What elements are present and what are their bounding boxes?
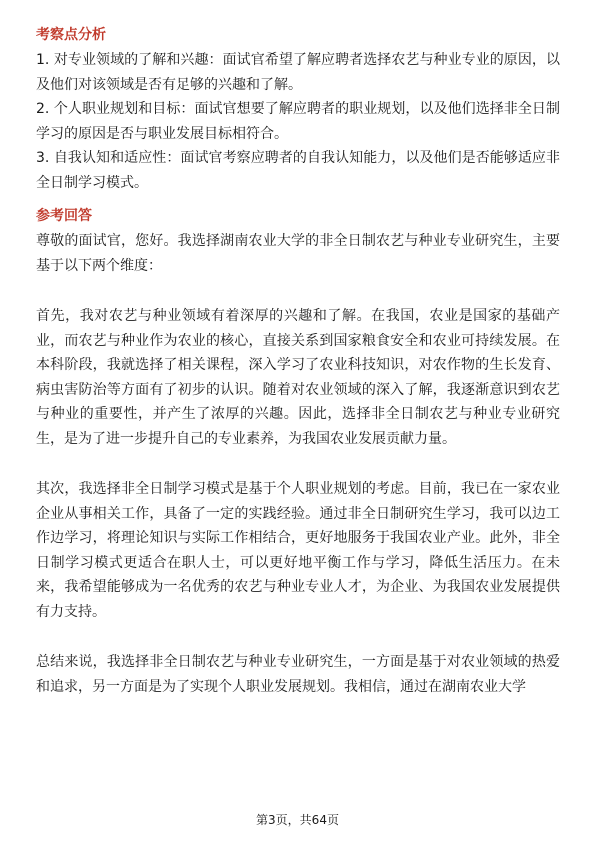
answer-paragraph-summary: 总结来说，我选择非全日制农艺与种业专业研究生，一方面是基于对农业领域的热爱和追求，另一方面是为了实现个人职业发展规划。我相信，通过在湖南农业大学 — [36, 654, 560, 695]
answer-paragraph-second: 其次，我选择非全日制学习模式是基于个人职业规划的考虑。目前，我已在一家农业企业从事相关工作，具备了一定的实践经验。通过非全日制研究生学习，我可以边工作边学习，将理论知识与实际工作相结合，更好地服务于我国农业产业。此外，非全日制学习模式更适合在职人士，可以更好地平衡工作与学习，降低生活压力。在未来，我希望能够成为一名优秀的农艺与种业专业人才，为企业、为我国农业发展提供有力支持。 — [36, 481, 560, 620]
analysis-point-3: 3. 自我认知和适应性：面试官考察应聘者的自我认知能力，以及他们是否能够适应非全日制学习模式。 — [36, 150, 560, 191]
analysis-point-1: 1. 对专业领域的了解和兴趣：面试官希望了解应聘者选择农艺与种业专业的原因，以及他们对该领域是否有足够的兴趣和了解。 — [36, 52, 560, 93]
section-heading-answer: 参考回答 — [36, 208, 92, 224]
page-number: 第3页，共64页 — [256, 813, 339, 827]
page-content — [36, 26, 560, 699]
answer-paragraph-intro: 尊敬的面试官，您好。我选择湖南农业大学的非全日制农艺与种业专业研究生，主要基于以下两个维度： — [36, 233, 560, 274]
analysis-point-2: 2. 个人职业规划和目标：面试官想要了解应聘者的职业规划，以及他们选择非全日制学习的原因是否与职业发展目标相符合。 — [36, 101, 560, 142]
section-heading-analysis: 考察点分析 — [36, 27, 106, 43]
answer-paragraph-first: 首先，我对农艺与种业领域有着深厚的兴趣和了解。在我国，农业是国家的基础产业，而农艺与种业作为农业的核心，直接关系到国家粮食安全和农业可持续发展。在本科阶段，我就选择了相关课程，深入学习了农业科技知识，对农作物的生长发育、病虫害防治等方面有了初步的认识。随着对农业领域的深入了解，我逐渐意识到农艺与种业的重要性，并产生了浓厚的兴趣。因此，选择非全日制农艺与种业专业研究生，是为了进一步提升自己的专业素养，为我国农业发展贡献力量。 — [36, 308, 560, 447]
